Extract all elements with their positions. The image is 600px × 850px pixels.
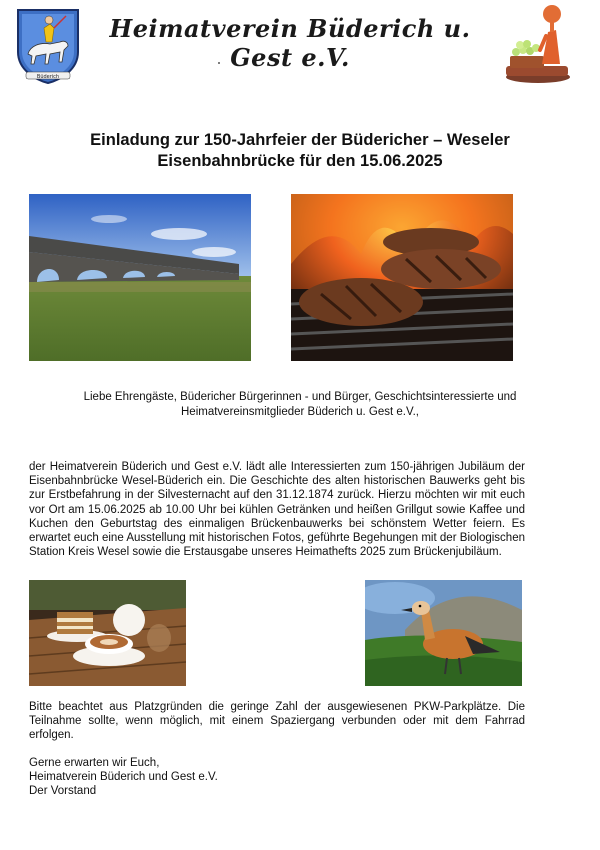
coffee-cake-photo: [29, 580, 186, 686]
page-title: [40, 130, 560, 172]
greeting-line-1: Liebe Ehrengäste, Büdericher Bürgerinnen - und Bürger, Geschichtsinteressierte und: [83, 391, 517, 403]
closing-line-1: Gerne erwarten wir Euch,: [29, 757, 160, 769]
organization-title: Heimatverein Büderich u. Gest e.V.: [109, 14, 471, 72]
invitation-paragraph: der Heimatverein Büderich und Gest e.V. lädt alle Interessierten zum 150-jährigen Jubiläum der Eisenbahnbrücke Wesel-Büderich ein. Die Geschichte des alten historischen Bauwerks geht bis zur Erstbefahrung in der Silvesternacht auf den 31.12.1874 zurück. Hierzu möchten wir mit euch vor Ort am 15.06.2025 ab 10.00 Uhr bei kühlen Getränken und heißen Grillgut sowie Kaffee und Kuchen den Geburtstag des einmaligen Brückenbauwerks bei schönstem Wetter feiern. Es erwartet euch eine Ausstellung mit historischen Fotos, geführte Begehungen mit der Biologischen Station Kreis Wesel sowie die Erstausgabe unseres Heimathefts 2025 zum Brückenjubiläum.: [29, 461, 525, 559]
closing-line-3: Der Vorstand: [29, 785, 97, 798]
duck-photo: [365, 580, 522, 686]
bridge-photo: [29, 194, 251, 361]
coat-of-arms-logo: [14, 6, 82, 84]
coat-of-arms-caption: Büderich: [36, 73, 60, 80]
decorative-dot: [218, 62, 220, 64]
mascot-figure-logo: [498, 2, 572, 86]
greeting-line-2: Heimatvereinsmitglieder Büderich u. Gest e.V.,: [181, 406, 419, 418]
closing-signature: [29, 756, 218, 799]
grill-steak-photo: [291, 194, 513, 361]
title-line-2: Eisenbahnbrücke für den 15.06.2025: [157, 152, 443, 170]
closing-line-2: Heimatverein Büderich und Gest e.V.: [29, 771, 218, 784]
greeting: [40, 390, 560, 420]
title-line-1: Einladung zur 150-Jahrfeier der Büdericher – Weseler: [90, 131, 510, 149]
parking-notice-paragraph: Bitte beachtet aus Platzgründen die geringe Zahl der ausgewiesenen PKW-Parkplätze. Die Teilnahme sollte, wenn möglich, mit einem Spaziergang verbunden oder mit dem Fahrrad erfolgen.: [29, 701, 525, 742]
